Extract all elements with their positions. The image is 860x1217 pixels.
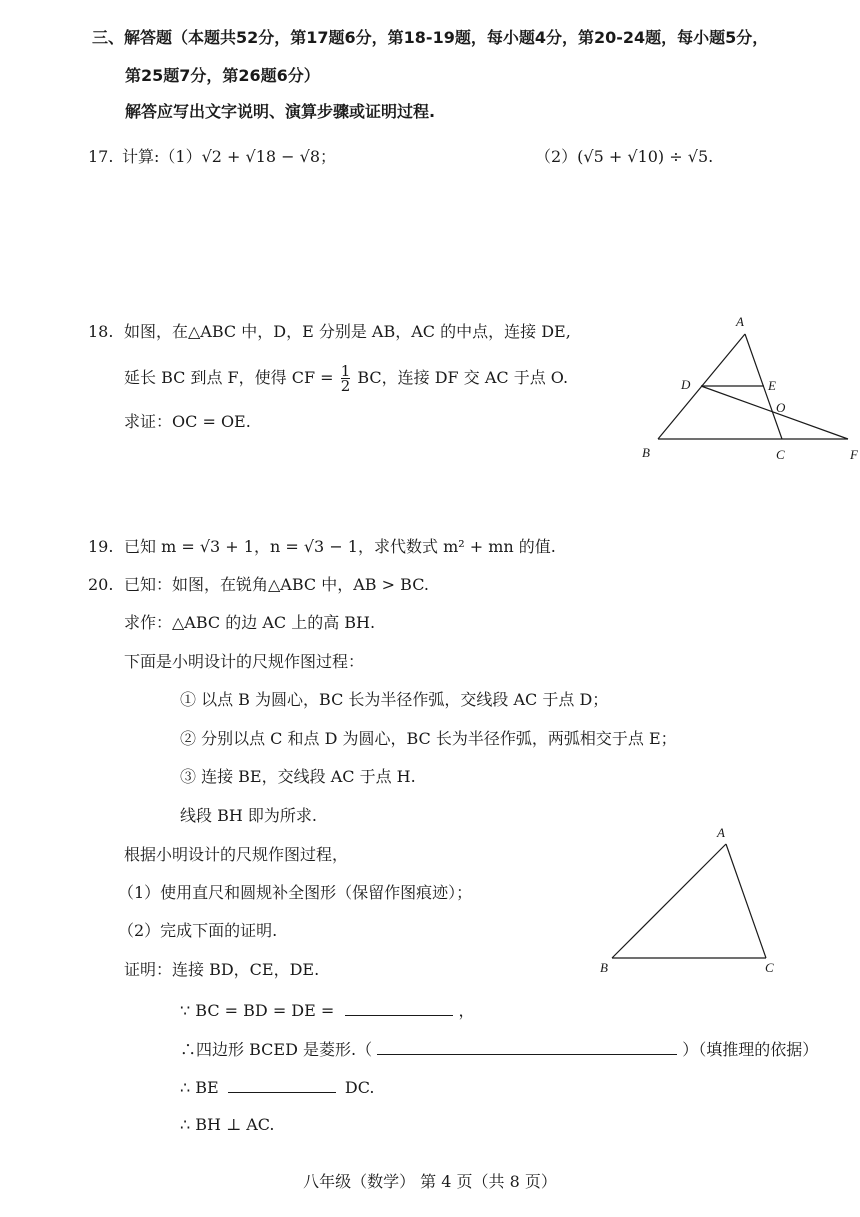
- q20-label-b: B: [600, 960, 608, 975]
- q18-triangle-figure: [630, 310, 860, 470]
- q18-label-d: D: [681, 377, 691, 392]
- q18-line-df: [701, 386, 848, 439]
- q18-frac-den: 2: [340, 377, 351, 395]
- q20-proof2-blank[interactable]: [377, 1038, 677, 1055]
- q18-label-o: O: [776, 400, 786, 415]
- q20-label-a: A: [717, 825, 725, 840]
- q18-fraction: [341, 364, 351, 393]
- q17-number: 17.: [88, 147, 114, 166]
- q17-part2: （2）(√5 + √10) ÷ √5.: [535, 147, 714, 166]
- q20-proof1: [180, 999, 475, 1021]
- q18-label-a: A: [736, 314, 744, 329]
- q18-line2-post: BC，连接 DF 交 AC 于点 O.: [357, 368, 569, 387]
- q20-proof3-blank[interactable]: [228, 1076, 336, 1093]
- section-instruction: 解答应写出文字说明、演算步骤或证明过程.: [125, 102, 436, 121]
- q20-proof3-pre: ∴ BE: [180, 1078, 219, 1097]
- q18-line2: [124, 364, 568, 393]
- q20-line4: 根据小明设计的尺规作图过程，: [124, 845, 349, 864]
- section-header: 三、解答题（本题共52分，第17题6分，第18-19题，每小题4分，第20-24题，每小题5分，: [92, 28, 769, 47]
- q20-line-ab: [612, 844, 726, 958]
- q18-label-b: B: [642, 445, 650, 460]
- q20-proof1-text: ∵ BC = BD = DE =: [180, 1001, 335, 1020]
- q20-proof3: [180, 1076, 374, 1098]
- q18-line2-pre: 延长 BC 到点 F，使得 CF =: [124, 368, 334, 387]
- q20-proof4: ∴ BH ⊥ AC.: [180, 1115, 275, 1134]
- q19-number: 19.: [88, 537, 114, 556]
- q20-step1: ① 以点 B 为圆心，BC 长为半径作弧，交线段 AC 于点 D；: [180, 690, 609, 709]
- q20-proof1-end: ，: [458, 1001, 475, 1020]
- q20-line3: 下面是小明设计的尺规作图过程：: [124, 652, 365, 671]
- q18-label-c: C: [776, 447, 785, 462]
- q20-line1: 已知：如图，在锐角△ABC 中，AB > BC.: [124, 575, 429, 594]
- q18-line1: 如图，在△ABC 中，D，E 分别是 AB，AC 的中点，连接 DE,: [124, 322, 571, 341]
- q20-label-c: C: [765, 960, 774, 975]
- q18-label-f: F: [850, 447, 858, 462]
- q20-line-ac: [726, 844, 766, 958]
- section-header-cont: 第25题7分，第26题6分）: [125, 66, 320, 85]
- q20-result: 线段 BH 即为所求.: [180, 806, 317, 825]
- q20-proof-start: 证明：连接 BD，CE，DE.: [124, 960, 320, 979]
- q20-proof2-text: ∴四边形 BCED 是菱形.（: [180, 1040, 373, 1059]
- q20-triangle-figure: [590, 822, 790, 982]
- q20-number: 20.: [88, 575, 114, 594]
- q17-part1: 计算:（1）√2 + √18 − √8；: [122, 147, 337, 166]
- q18-frac-num: 1: [340, 362, 351, 380]
- q20-task1: （1）使用直尺和圆规补全图形（保留作图痕迹）；: [118, 883, 473, 902]
- q20-proof1-blank[interactable]: [345, 999, 453, 1016]
- q20-task2: （2）完成下面的证明.: [118, 921, 278, 940]
- q18-number: 18.: [88, 322, 114, 341]
- page-footer: 八年级（数学） 第 4 页（共 8 页）: [303, 1172, 557, 1191]
- q19-text: 已知 m = √3 + 1，n = √3 − 1，求代数式 m² + mn 的值.: [124, 537, 556, 556]
- q20-step3: ③ 连接 BE，交线段 AC 于点 H.: [180, 767, 416, 786]
- q20-step2: ② 分别以点 C 和点 D 为圆心，BC 长为半径作弧，两弧相交于点 E；: [180, 729, 677, 748]
- q20-proof2: [180, 1038, 818, 1060]
- q18-line3: 求证：OC = OE.: [124, 412, 251, 431]
- q20-proof2-end: ）（填推理的依据）: [682, 1040, 819, 1059]
- q20-proof3-post: DC.: [344, 1078, 375, 1097]
- q20-line2: 求作：△ABC 的边 AC 上的高 BH.: [124, 613, 376, 632]
- q18-label-e: E: [768, 378, 776, 393]
